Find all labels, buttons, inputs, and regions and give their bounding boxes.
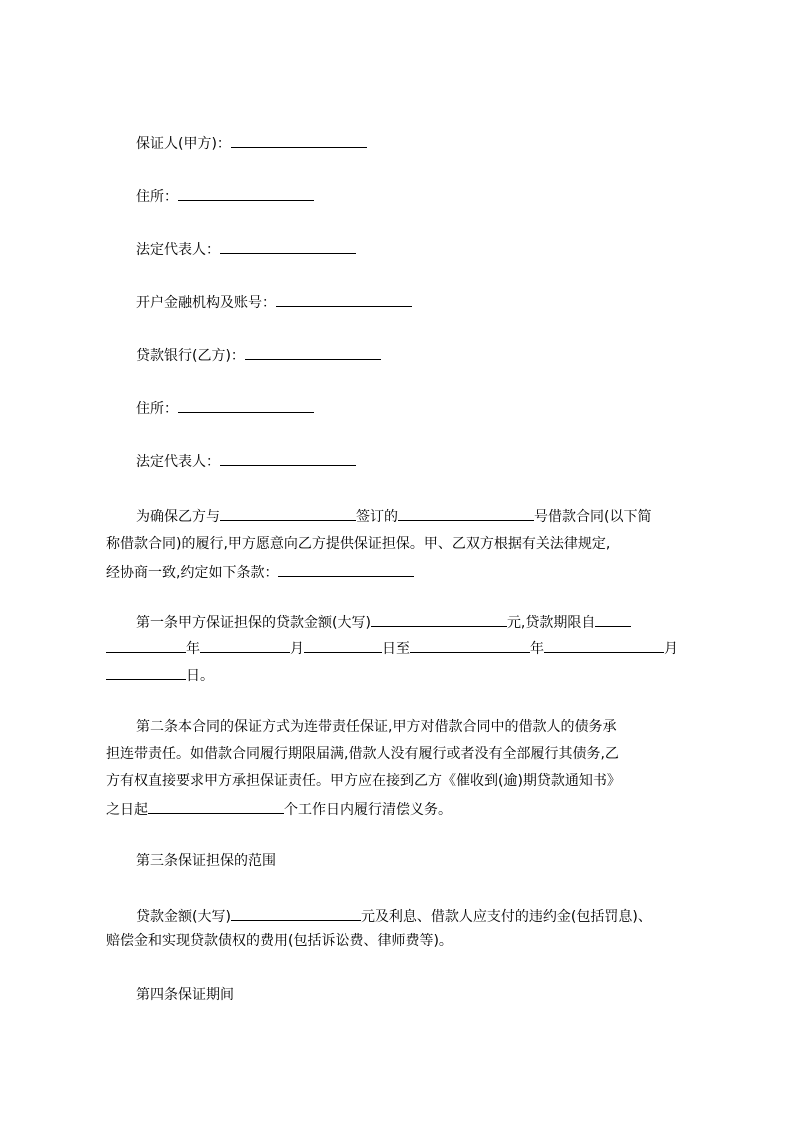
article2-line-2: 担连带责任。如借款合同履行期限届满,借款人没有履行或者没有全部履行其债务,乙 (106, 746, 619, 762)
bank-account-line (136, 292, 412, 312)
start-day-blank[interactable] (304, 638, 382, 653)
article3-line-2: 赔偿金和实现贷款债权的费用(包括诉讼费、律师费等)。 (106, 933, 453, 949)
legal-rep-label-1: 法定代表人： (136, 242, 220, 258)
article1-day-end: 日。 (186, 668, 214, 684)
address-line-2 (136, 398, 314, 418)
preamble-line-2: 称借款合同)的履行,甲方愿意向乙方提供保证担保。甲、乙双方根据有关法律规定, (106, 536, 611, 552)
article1-line-1 (136, 612, 631, 632)
guarantor-line (136, 133, 367, 153)
period-start-blank[interactable] (595, 612, 631, 627)
legal-rep-line-2 (136, 451, 356, 471)
guarantor-label: 保证人(甲方)： (136, 136, 231, 152)
bank-account-blank[interactable] (276, 292, 412, 307)
article1-text-1: 第一条甲方保证担保的贷款金额(大写) (136, 615, 371, 631)
article3-text-1-end: 元及利息、借款人应支付的违约金(包括罚息)、 (360, 909, 652, 925)
guarantee-amount-blank[interactable] (231, 906, 361, 921)
preamble-text-4: 经协商一致,约定如下条款： (106, 565, 279, 581)
article1-line-2 (106, 638, 678, 658)
legal-rep-label-2: 法定代表人： (136, 454, 220, 470)
preamble-blank[interactable] (278, 562, 414, 577)
preamble-text-1: 为确保乙方与 (136, 509, 220, 525)
start-year-blank[interactable] (106, 638, 186, 653)
address-line-1 (136, 186, 314, 206)
bank-account-label: 开户金融机构及账号： (136, 295, 276, 311)
legal-rep-line-1 (136, 239, 356, 259)
address-label-1: 住所： (136, 189, 178, 205)
article2-line-4 (106, 799, 452, 819)
contract-number-blank[interactable] (398, 506, 534, 521)
legal-rep-blank-1[interactable] (220, 239, 356, 254)
article1-day-to: 日至 (382, 641, 410, 657)
legal-rep-blank-2[interactable] (220, 451, 356, 466)
end-year-blank[interactable] (410, 638, 530, 653)
article1-year-2: 年 (530, 641, 544, 657)
address-blank-1[interactable] (178, 186, 314, 201)
lender-line (136, 345, 381, 365)
lender-label: 贷款银行(乙方)： (136, 348, 245, 364)
article3-line-1 (136, 906, 652, 926)
preamble-text-2: 签订的 (356, 509, 398, 525)
article3-text-1-start: 贷款金额(大写) (136, 909, 231, 925)
guarantor-blank[interactable] (231, 133, 367, 148)
article2-line-3: 方有权直接要求甲方承担保证责任。甲方应在接到乙方《催收到(逾)期贷款通知书》 (106, 773, 621, 789)
article2-text-4-start: 之日起 (106, 802, 148, 818)
working-days-blank[interactable] (148, 799, 284, 814)
preamble-text-3: 号借款合同(以下简 (534, 509, 652, 525)
loan-amount-blank[interactable] (371, 612, 507, 627)
address-blank-2[interactable] (178, 398, 314, 413)
article1-line-3 (106, 665, 214, 685)
preamble-line-3 (106, 562, 414, 582)
borrower-blank[interactable] (220, 506, 356, 521)
article2-line-1: 第二条本合同的保证方式为连带责任保证,甲方对借款合同中的借款人的债务承 (136, 719, 617, 735)
article1-text-2: 元,贷款期限自 (506, 615, 596, 631)
article1-year-1: 年 (186, 641, 200, 657)
preamble-line-1 (136, 506, 651, 526)
lender-blank[interactable] (245, 345, 381, 360)
address-label-2: 住所： (136, 401, 178, 417)
end-day-blank[interactable] (106, 665, 186, 680)
article4-title: 第四条保证期间 (136, 987, 234, 1003)
article3-title: 第三条保证担保的范围 (136, 853, 276, 869)
article1-month-2: 月 (664, 641, 678, 657)
start-month-blank[interactable] (200, 638, 290, 653)
article2-text-4-end: 个工作日内履行清偿义务。 (284, 802, 452, 818)
end-month-blank[interactable] (544, 638, 664, 653)
article1-month-1: 月 (290, 641, 304, 657)
